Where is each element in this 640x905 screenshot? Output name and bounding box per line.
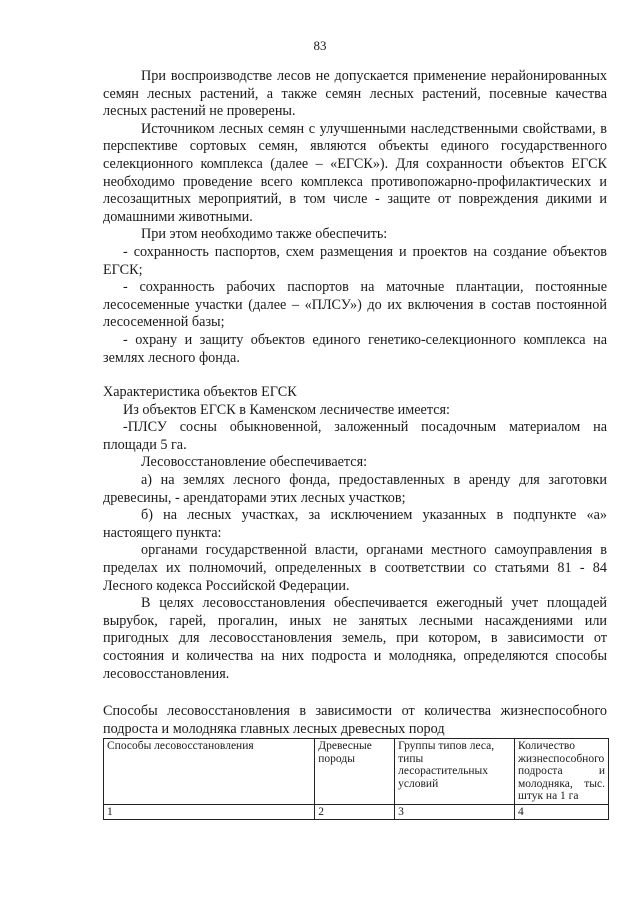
header-cell: Древесные породы	[315, 739, 395, 805]
paragraph: При этом необходимо также обеспечить:	[141, 226, 388, 243]
header-cell: Количество жизнеспособного подроста и молодняка, тыс. штук на 1 га	[514, 739, 608, 805]
paragraph: Из объектов ЕГСК в Каменском лесничестве имеется:	[123, 401, 450, 418]
list-item: - охрану и защиту объектов единого генетико-селекционного комплекса на землях лесного фонда.	[103, 331, 607, 366]
section-heading: Характеристика объектов ЕГСК	[103, 384, 297, 401]
column-number: 4	[514, 804, 608, 820]
paragraph: а) на землях лесного фонда, предоставленных в аренду для заготовки древесины, - арендаторами этих лесных участков;	[103, 472, 607, 506]
reforestation-methods-table	[103, 738, 609, 820]
table-header-row	[104, 739, 609, 805]
paragraph: При воспроизводстве лесов не допускается применение нерайонированных семян лесных растений, а также семян лесных растений, посевные качества лесных растений не проверены.	[103, 68, 607, 120]
paragraph: В целях лесовосстановления обеспечивается ежегодный учет площадей вырубок, гарей, прогалин, иных не занятых лесными насаждениями или пригодных для лесовосстановления земель, при котором, в зависимости от состояния и количества на них подроста и молодняка, определяются способы лесовосстановления.	[103, 595, 607, 682]
paragraph: -ПЛСУ сосны обыкновенной, заложенный посадочным материалом на площади 5 га.	[103, 419, 607, 453]
paragraph: б) на лесных участках, за исключением указанных в подпункте «а» настоящего пункта:	[103, 507, 607, 541]
paragraph: Источником лесных семян с улучшенными наследственными свойствами, в перспективе сортовых семян, являются объекты единого государственного селекционного комплекса (далее – «ЕГСК»). Для сохранности объектов ЕГСК необходимо проведение всего комплекса противопожарно-профилактических и лесозащитных мероприятий, в том числе - защите от повреждения дикими и домашними животными.	[103, 120, 607, 225]
paragraph: органами государственной власти, органами местного самоуправления в пределах их полномочий, определенных в соответствии со статьями 81 - 84 Лесного кодекса Российской Федерации.	[103, 542, 607, 594]
column-number: 1	[104, 804, 315, 820]
list-item: - сохранность рабочих паспортов на маточные плантации, постоянные лесосеменные участки (далее – «ПЛСУ») до их включения в состав постоянной лесосеменной базы;	[103, 279, 607, 331]
column-number: 3	[395, 804, 515, 820]
document-body	[103, 68, 607, 738]
table-number-row	[104, 804, 609, 820]
header-cell: Группы типов леса, типы лесорастительных условий	[395, 739, 515, 805]
page-number: 83	[313, 38, 327, 53]
paragraph: Лесовосстановление обеспечивается:	[141, 454, 368, 471]
list-item: - сохранность паспортов, схем размещения и проектов на создание объектов ЕГСК;	[103, 243, 607, 278]
table-title: Способы лесовосстановления в зависимости от количества жизнеспособного подроста и молодняка главных лесных древесных пород	[103, 703, 607, 737]
header-cell: Способы лесовосстановления	[104, 739, 315, 805]
column-number: 2	[315, 804, 395, 820]
